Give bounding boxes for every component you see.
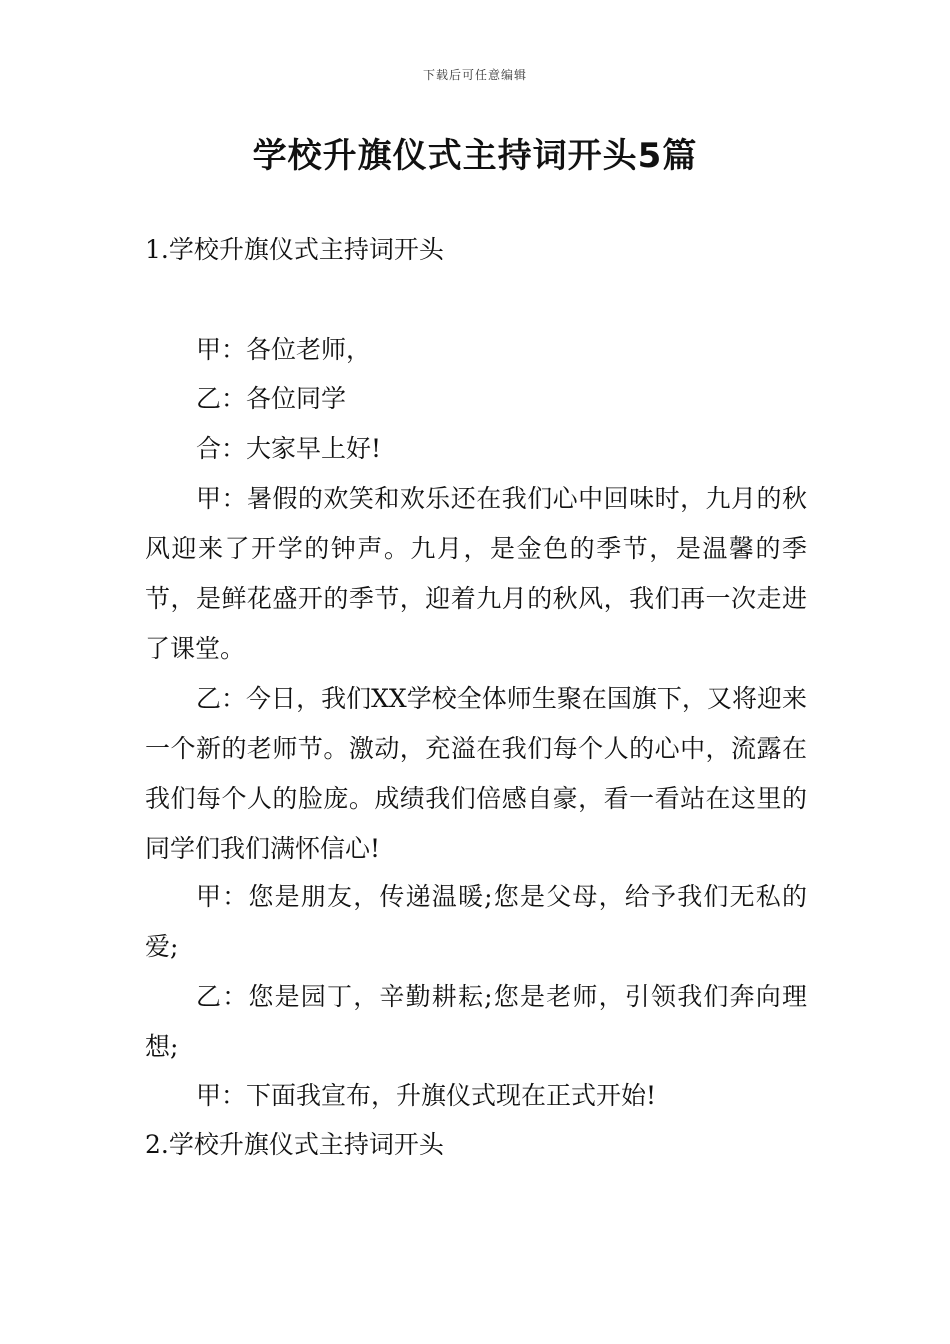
dialogue-line: 甲：各位老师，	[196, 335, 372, 364]
paragraph: 乙：今日，我们XX学校全体师生聚在国旗下，又将迎来一个新的老师节。激动，充溢在我们每个人的心中，流露在我们每个人的脸庞。成绩我们倍感自豪，看一看站在这里的同学们我们满怀信心!	[145, 684, 807, 863]
document-title: 学校升旗仪式主持词开头5篇	[252, 136, 698, 176]
dialogue-line: 乙：各位同学	[196, 384, 347, 413]
paragraph: 甲：暑假的欢笑和欢乐还在我们心中回味时，九月的秋风迎来了开学的钟声。九月，是金色的季节，是温馨的季节，是鲜花盛开的季节，迎着九月的秋风，我们再一次走进了课堂。	[145, 484, 807, 663]
section-heading-2: 2.学校升旗仪式主持词开头	[145, 1130, 444, 1159]
header-note: 下载后可任意编辑	[422, 68, 527, 82]
dialogue-line: 甲：下面我宣布，升旗仪式现在正式开始!	[196, 1081, 657, 1110]
paragraph: 乙：您是园丁，辛勤耕耘;您是老师，引领我们奔向理想;	[145, 982, 807, 1061]
paragraph: 甲：您是朋友，传递温暖;您是父母，给予我们无私的爱;	[145, 882, 807, 961]
section-heading-1: 1.学校升旗仪式主持词开头	[145, 235, 444, 264]
dialogue-line: 合：大家早上好!	[196, 434, 382, 463]
